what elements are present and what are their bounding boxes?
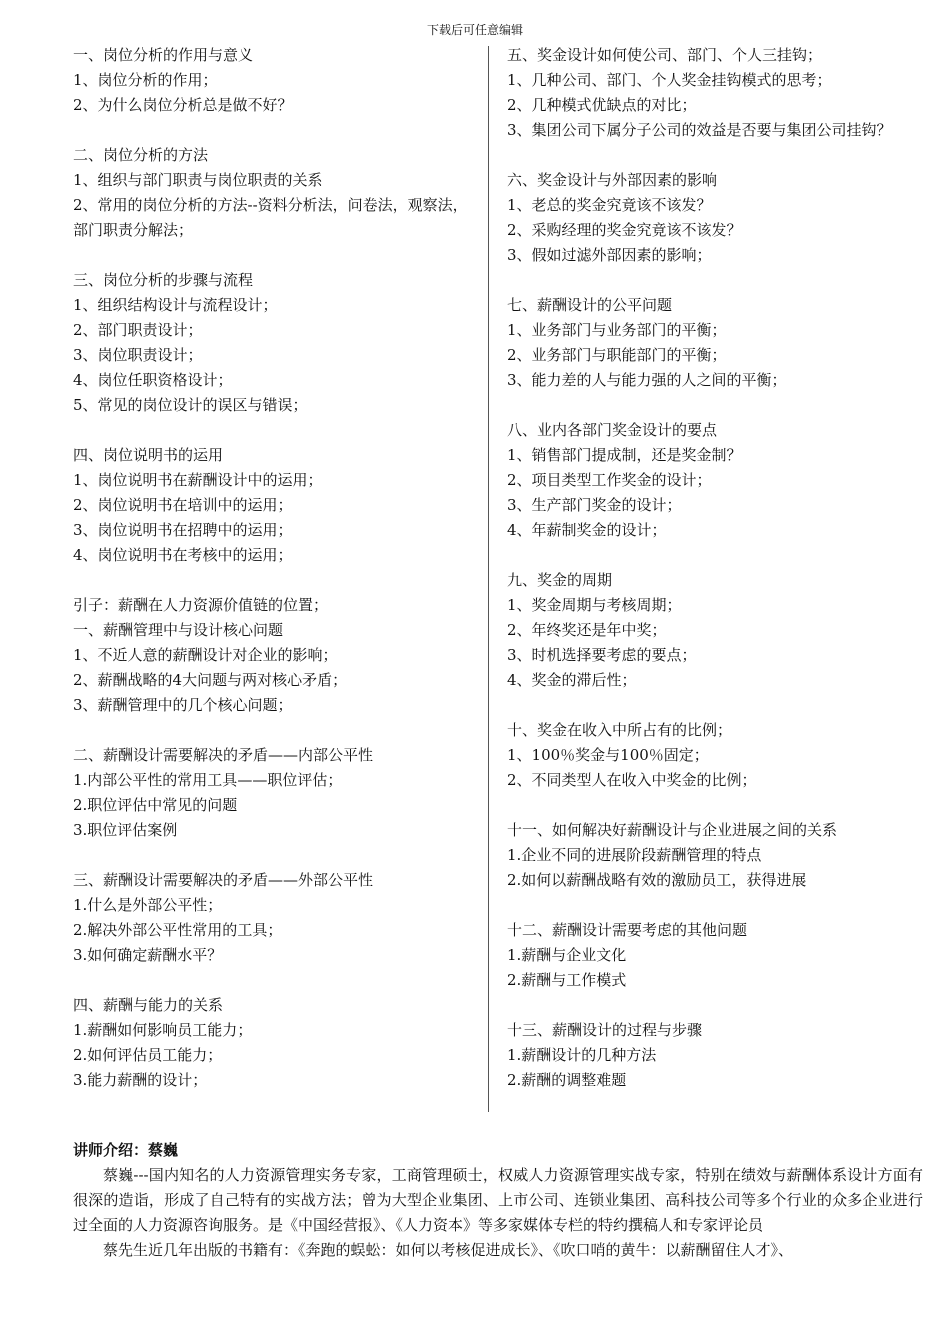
outline-line: 十、奖金在收入中所占有的比例；: [507, 721, 733, 739]
outline-line: 1.内部公平性的常用工具——职位评估；: [73, 771, 343, 789]
outline-line: 3、假如过滤外部因素的影响；: [507, 246, 712, 264]
outline-line: 3、能力差的人与能力强的人之间的平衡；: [507, 371, 787, 389]
outline-line: 3、生产部门奖金的设计；: [507, 496, 682, 514]
outline-line: 2.薪酬与工作模式: [507, 971, 627, 989]
right-column: [507, 43, 919, 1093]
outline-line: 3.能力薪酬的设计；: [73, 1071, 208, 1089]
blank-line: [73, 843, 478, 868]
outline-line: 4、年薪制奖金的设计；: [507, 521, 667, 539]
outline-line: 2、薪酬战略的4大问题与两对核心矛盾；: [73, 671, 348, 689]
outline-line: 2、为什么岗位分析总是做不好？: [73, 96, 293, 114]
intro-paragraph: 蔡先生近几年出版的书籍有：《奔跑的蜈蚣：如何以考核促进成长》、《吹口哨的黄牛：以薪酬留住人才》、: [103, 1241, 794, 1259]
blank-line: [507, 793, 919, 818]
outline-line: 六、奖金设计与外部因素的影响: [507, 171, 718, 189]
outline-line: 二、薪酬设计需要解决的矛盾——内部公平性: [73, 746, 374, 764]
outline-line: 四、薪酬与能力的关系: [73, 996, 224, 1014]
outline-line: 三、岗位分析的步骤与流程: [73, 271, 254, 289]
outline-line: 四、岗位说明书的运用: [73, 446, 224, 464]
instructor-intro: [73, 1138, 923, 1263]
outline-line: 1、100％奖金与100％固定；: [507, 746, 709, 764]
outline-line: 1、老总的奖金究竟该不该发？: [507, 196, 712, 214]
blank-line: [507, 393, 919, 418]
outline-line: 1.什么是外部公平性；: [73, 896, 223, 914]
blank-line: [73, 418, 478, 443]
outline-line: 十三、薪酬设计的过程与步骤: [507, 1021, 703, 1039]
outline-line: 3、岗位说明书在招聘中的运用；: [73, 521, 293, 539]
outline-line: 3、薪酬管理中的几个核心问题；: [73, 696, 293, 714]
blank-line: [507, 143, 919, 168]
blank-line: [507, 268, 919, 293]
outline-line: 2.职位评估中常见的问题: [73, 796, 238, 814]
blank-line: [507, 893, 919, 918]
left-column: [73, 43, 478, 1093]
outline-line: 4、岗位说明书在考核中的运用；: [73, 546, 293, 564]
outline-line: 4、岗位任职资格设计；: [73, 371, 233, 389]
outline-line: 1、业务部门与业务部门的平衡；: [507, 321, 727, 339]
outline-line: 3.职位评估案例: [73, 821, 178, 839]
outline-line: 1、奖金周期与考核周期；: [507, 596, 682, 614]
outline-line: 三、薪酬设计需要解决的矛盾——外部公平性: [73, 871, 374, 889]
outline-line: 十二、薪酬设计需要考虑的其他问题: [507, 921, 748, 939]
outline-line: 1.薪酬如何影响员工能力；: [73, 1021, 253, 1039]
outline-line: 一、岗位分析的作用与意义: [73, 46, 254, 64]
outline-line: 2、常用的岗位分析的方法--资料分析法，问卷法，观察法，部门职责分解法；: [73, 196, 468, 239]
outline-line: 4、奖金的滞后性；: [507, 671, 637, 689]
outline-line: 1、几种公司、部门、个人奖金挂钩模式的思考；: [507, 71, 832, 89]
blank-line: [507, 993, 919, 1018]
blank-line: [73, 568, 478, 593]
outline-line: 2、业务部门与职能部门的平衡；: [507, 346, 727, 364]
outline-line: 2、年终奖还是年中奖；: [507, 621, 667, 639]
outline-line: 1、岗位说明书在薪酬设计中的运用；: [73, 471, 323, 489]
outline-line: 3、岗位职责设计；: [73, 346, 203, 364]
outline-line: 五、奖金设计如何使公司、部门、个人三挂钩；: [507, 46, 823, 64]
outline-line: 1、销售部门提成制，还是奖金制？: [507, 446, 742, 464]
intro-title: 讲师介绍：蔡巍: [73, 1141, 179, 1159]
outline-line: 3、集团公司下属分子公司的效益是否要与集团公司挂钩？: [507, 121, 892, 139]
outline-line: 3.如何确定薪酬水平？: [73, 946, 223, 964]
outline-line: 1、组织与部门职责与岗位职责的关系: [73, 171, 323, 189]
outline-line: 1.企业不同的进展阶段薪酬管理的特点: [507, 846, 762, 864]
blank-line: [73, 718, 478, 743]
outline-line: 十一、如何解决好薪酬设计与企业进展之间的关系: [507, 821, 838, 839]
outline-line: 3、时机选择要考虑的要点；: [507, 646, 697, 664]
outline-line: 八、业内各部门奖金设计的要点: [507, 421, 718, 439]
outline-line: 1、岗位分析的作用；: [73, 71, 218, 89]
intro-paragraph: 蔡巍---国内知名的人力资源管理实务专家，工商管理硕士，权威人力资源管理实战专家，特别在绩效与薪酬体系设计方面有很深的造诣，形成了自己特有的实战方法；曾为大型企业集团、上市公司、连锁业集团、高科技公司等多个行业的众多企业进行过全面的人力资源咨询服务。是《中国经营报》、《人力资本》等多家媒体专栏的特约撰稿人和专家评论员: [73, 1166, 923, 1234]
outline-line: 2.薪酬的调整难题: [507, 1071, 627, 1089]
outline-line: 1、组织结构设计与流程设计；: [73, 296, 278, 314]
blank-line: [73, 118, 478, 143]
outline-line: 九、奖金的周期: [507, 571, 613, 589]
outline-line: 引子：薪酬在人力资源价值链的位置；: [73, 596, 329, 614]
outline-line: 1、不近人意的薪酬设计对企业的影响；: [73, 646, 338, 664]
outline-line: 2、项目类型工作奖金的设计；: [507, 471, 712, 489]
outline-line: 1.薪酬与企业文化: [507, 946, 627, 964]
blank-line: [73, 968, 478, 993]
outline-line: 2.如何评估员工能力；: [73, 1046, 223, 1064]
outline-line: 2.如何以薪酬战略有效的激励员工，获得进展: [507, 871, 807, 889]
page-header: 下载后可任意编辑: [426, 23, 523, 37]
blank-line: [507, 693, 919, 718]
blank-line: [73, 243, 478, 268]
outline-line: 2、不同类型人在收入中奖金的比例；: [507, 771, 757, 789]
outline-line: 2、部门职责设计；: [73, 321, 203, 339]
outline-line: 2、岗位说明书在培训中的运用；: [73, 496, 293, 514]
outline-line: 2.解决外部公平性常用的工具；: [73, 921, 283, 939]
column-divider: [488, 46, 489, 1112]
outline-line: 2、几种模式优缺点的对比；: [507, 96, 697, 114]
blank-line: [507, 543, 919, 568]
outline-line: 1.薪酬设计的几种方法: [507, 1046, 657, 1064]
outline-line: 5、常见的岗位设计的误区与错误；: [73, 396, 308, 414]
outline-line: 一、薪酬管理中与设计核心问题: [73, 621, 284, 639]
outline-line: 七、薪酬设计的公平问题: [507, 296, 673, 314]
outline-line: 2、采购经理的奖金究竟该不该发？: [507, 221, 742, 239]
outline-line: 二、岗位分析的方法: [73, 146, 209, 164]
